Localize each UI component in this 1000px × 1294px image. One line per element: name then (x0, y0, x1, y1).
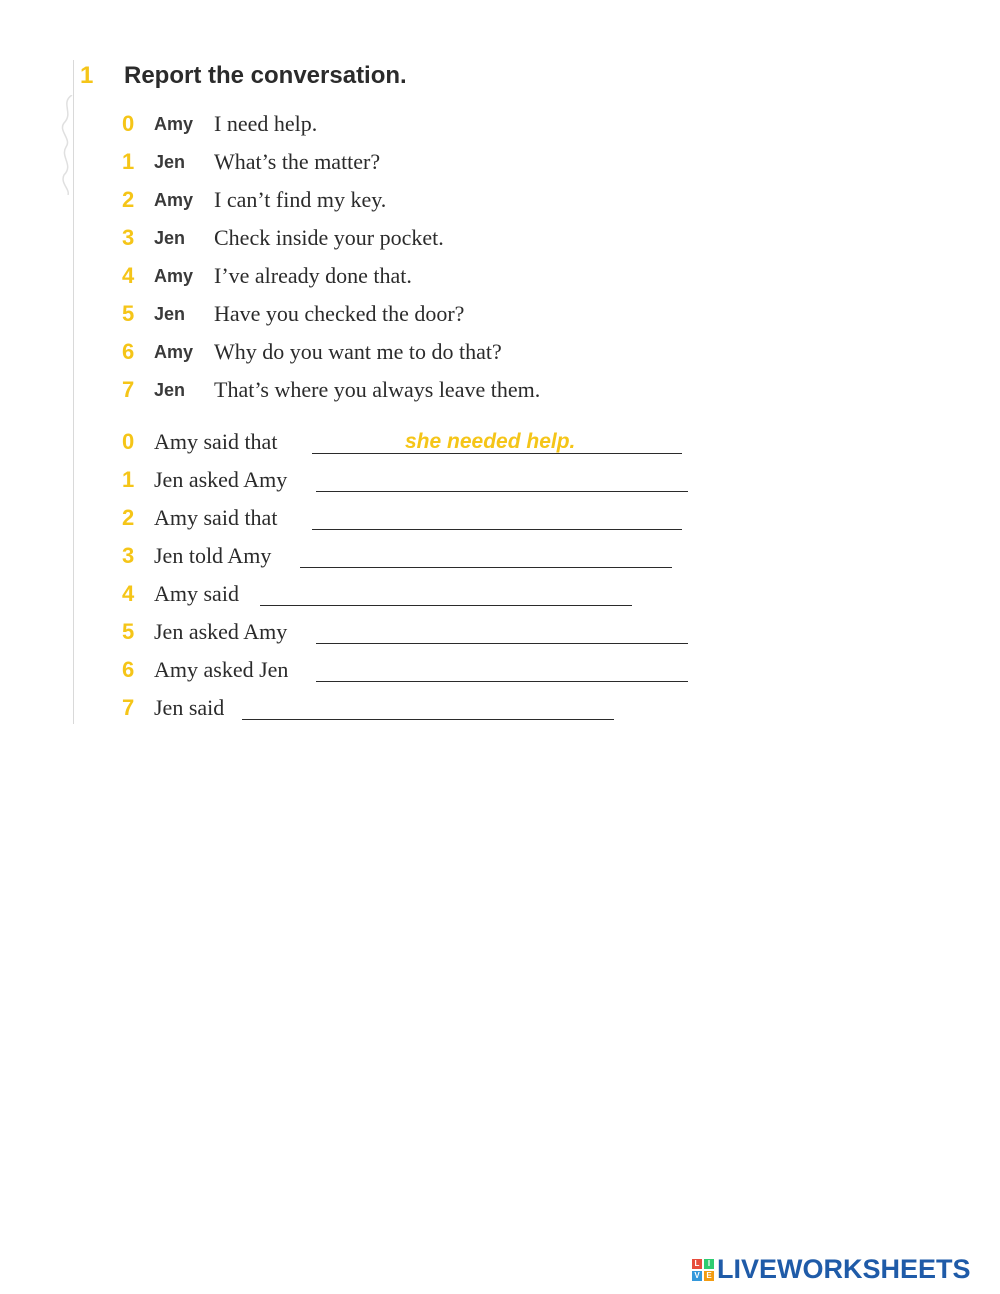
sentence-stem: Jen told Amy (154, 543, 272, 568)
utterance: I can’t find my key. (214, 187, 387, 212)
line-number: 7 (122, 377, 135, 402)
speaker-name: Jen (154, 227, 186, 248)
torn-edge-decoration (58, 95, 76, 195)
exercise-title: Report the conversation. (124, 62, 407, 89)
utterance: That’s where you always leave them. (214, 377, 541, 402)
sentence-stem: Jen said (154, 695, 225, 720)
answer-input[interactable] (316, 681, 688, 682)
speaker-name: Amy (154, 189, 194, 210)
logo-mark-icon: L I V E (692, 1259, 714, 1281)
line-number: 5 (122, 301, 135, 326)
speaker-name: Amy (154, 265, 194, 286)
line-number: 7 (122, 695, 135, 720)
line-number: 4 (122, 581, 135, 606)
line-number: 4 (122, 263, 135, 288)
line-number: 0 (122, 429, 135, 454)
speaker-name: Jen (154, 379, 186, 400)
answer-input[interactable] (300, 567, 672, 568)
sentence-stem: Amy said that (154, 429, 278, 454)
sentence-stem: Amy asked Jen (154, 657, 289, 682)
logo-text: LIVEWORKSHEETS (717, 1254, 971, 1284)
example-answer: she needed help. (405, 430, 576, 453)
exercise-number: 1 (80, 62, 94, 89)
line-number: 1 (122, 149, 135, 174)
sentence-stem: Amy said that (154, 505, 278, 530)
line-number: 2 (122, 187, 135, 212)
line-number: 6 (122, 339, 135, 364)
line-number: 0 (122, 111, 135, 136)
sentence-stem: Amy said (154, 581, 239, 606)
utterance: Have you checked the door? (214, 301, 465, 326)
answer-input[interactable] (242, 719, 614, 720)
utterance: Check inside your pocket. (214, 225, 444, 250)
speaker-name: Jen (154, 303, 186, 324)
speaker-name: Amy (154, 341, 194, 362)
speaker-name: Jen (154, 151, 186, 172)
sentence-stem: Jen asked Amy (154, 619, 288, 644)
utterance: What’s the matter? (214, 149, 381, 174)
utterance: I’ve already done that. (214, 263, 412, 288)
line-number: 3 (122, 543, 135, 568)
line-number: 6 (122, 657, 135, 682)
answer-input[interactable] (312, 529, 682, 530)
answer-input[interactable] (260, 605, 632, 606)
line-number: 2 (122, 505, 135, 530)
line-number: 3 (122, 225, 135, 250)
liveworksheets-logo (692, 1254, 971, 1285)
sentence-stem: Jen asked Amy (154, 467, 288, 492)
utterance: Why do you want me to do that? (214, 339, 502, 364)
answer-input[interactable] (316, 643, 688, 644)
line-number: 5 (122, 619, 135, 644)
line-number: 1 (122, 467, 135, 492)
speaker-name: Amy (154, 113, 194, 134)
answer-input[interactable] (316, 491, 688, 492)
utterance: I need help. (214, 111, 318, 136)
